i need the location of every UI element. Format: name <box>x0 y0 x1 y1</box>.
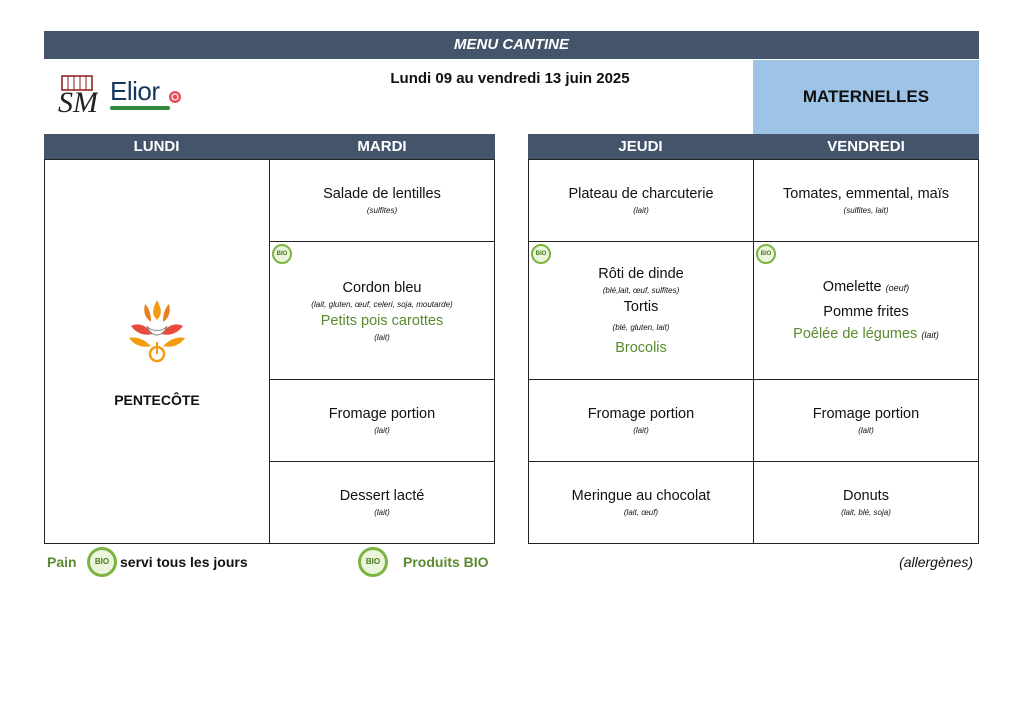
dish-name: Fromage portion <box>587 406 695 422</box>
jeudi-fromage <box>528 379 754 462</box>
allergens: (sulfites) <box>366 206 398 215</box>
allergens: (lait) <box>858 426 874 435</box>
audience-label: MATERNELLES <box>753 60 979 134</box>
mardi-dessert <box>269 461 495 544</box>
day-header-jeudi: JEUDI <box>528 134 753 159</box>
allergens: (lait, gluten, œuf, celeri, soja, moutarde) <box>311 299 453 309</box>
dish-name: Donuts <box>843 488 889 504</box>
jeudi-dessert <box>528 461 754 544</box>
mardi-entree <box>269 159 495 242</box>
vendredi-plat <box>753 241 979 380</box>
elior-logo <box>106 74 186 114</box>
day-header-mardi: MARDI <box>269 134 495 159</box>
dish-line <box>823 277 909 298</box>
dish-name: Omelette <box>822 278 882 295</box>
vendredi-entree <box>753 159 979 242</box>
dish-name-2: Tortis <box>623 298 659 315</box>
allergens: (lait) <box>921 329 939 340</box>
pentecost-dove-icon <box>125 296 189 366</box>
allergens: (sulfites, lait) <box>843 206 889 215</box>
allergens: (lait) <box>374 332 390 342</box>
elior-wordmark: Elior <box>110 76 160 106</box>
side-line <box>793 324 939 345</box>
dish-name: Plateau de charcuterie <box>568 186 714 202</box>
dish-name: Fromage portion <box>328 406 436 422</box>
allergens: (blé, gluten, lait) <box>612 322 670 332</box>
side-dish: Brocolis <box>615 339 667 356</box>
svg-text:SM: SM <box>58 86 98 116</box>
allergens: (lait) <box>633 206 649 215</box>
holiday-label: PENTECÔTE <box>114 391 200 408</box>
day-header-lundi: LUNDI <box>44 134 269 159</box>
allergens: (lait) <box>633 426 649 435</box>
bio-badge-icon: BIO <box>272 244 292 264</box>
allergens: (blé,lait, œuf, sulfites) <box>602 285 680 295</box>
day-header-vendredi: VENDREDI <box>753 134 979 159</box>
elior-swoosh <box>110 106 170 110</box>
dish-name: Dessert lacté <box>339 488 425 504</box>
dish-name: Fromage portion <box>812 406 920 422</box>
mardi-plat <box>269 241 495 380</box>
dish-name: Cordon bleu <box>342 279 422 296</box>
footer-pain: Pain <box>47 554 77 570</box>
dish-name: Tomates, emmental, maïs <box>783 186 949 202</box>
lundi-cell <box>44 159 270 544</box>
allergens: (lait, œuf) <box>623 508 659 517</box>
side-dish: Poêlée de légumes <box>793 325 918 342</box>
bio-badge-icon: BIO <box>756 244 776 264</box>
vendredi-dessert <box>753 461 979 544</box>
vendredi-fromage <box>753 379 979 462</box>
jeudi-entree <box>528 159 754 242</box>
date-range: Lundi 09 au vendredi 13 juin 2025 <box>390 70 630 87</box>
jeudi-plat <box>528 241 754 380</box>
dish-name: Rôti de dinde <box>598 265 684 282</box>
allergens: (lait) <box>374 426 390 435</box>
sm-monogram-logo <box>56 72 98 116</box>
allergens: (lait) <box>374 508 390 517</box>
bio-badge-icon: BIO <box>531 244 551 264</box>
allergens: (oeuf) <box>885 282 910 293</box>
dish-name: Meringue au chocolat <box>571 488 711 504</box>
menu-title: MENU CANTINE <box>44 31 979 59</box>
dish-name: Salade de lentilles <box>323 186 441 202</box>
elior-rose-icon <box>168 90 182 104</box>
mardi-fromage <box>269 379 495 462</box>
footer-servi: servi tous les jours <box>120 554 248 570</box>
bio-badge-icon: BIO <box>358 547 388 577</box>
side-dish: Petits pois carottes <box>320 312 444 329</box>
bio-badge-icon: BIO <box>87 547 117 577</box>
footer-produits-bio: Produits BIO <box>403 554 489 570</box>
dish-name-2: Pomme frites <box>823 303 909 320</box>
footer-allergenes: (allergènes) <box>899 554 973 570</box>
allergens: (lait, blé, soja) <box>841 508 891 517</box>
